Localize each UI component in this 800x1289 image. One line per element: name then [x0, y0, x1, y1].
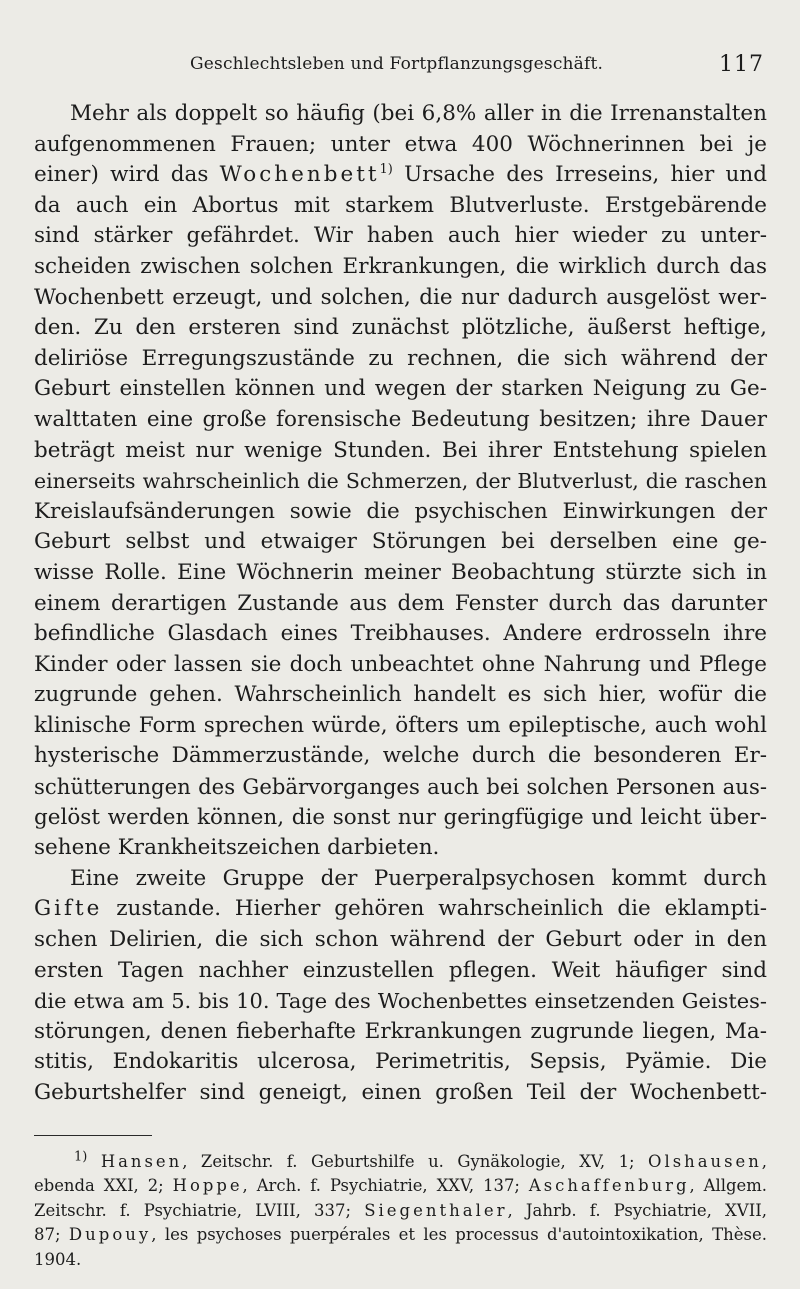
text-line: einem derartigen Zustande aus dem Fenster durch das darunter — [34, 590, 767, 616]
text-line: die etwa am 5. bis 10. Tage des Wochenbettes einsetzenden Geistes- — [34, 989, 767, 1014]
text-line: wisse Rolle. Eine Wöchnerin meiner Beobachtung stürzte sich in — [34, 559, 767, 585]
footnote-line: Zeitschr. f. Psychiatrie, LVIII, 337; Siegenthaler, Jahrb. f. Psychiatrie, XVII, — [34, 1200, 767, 1220]
author-name: Siegenthaler — [364, 1200, 508, 1220]
footnotes — [34, 1150, 767, 1272]
text-line: Geburt einstellen können und wegen der starken Neigung zu Ge- — [34, 376, 767, 402]
text-line: einerseits wahrscheinlich die Schmerzen, der Blutverlust, die raschen — [34, 469, 767, 494]
footnote-marker: 1) — [74, 1149, 88, 1165]
page-number: 117 — [719, 52, 764, 77]
footnote-marker: 1) — [379, 162, 393, 178]
footnote-divider — [34, 1135, 152, 1136]
text-line: Gifte zustande. Hierher gehören wahrscheinlich die eklampti- — [34, 896, 767, 922]
footnote-line: ebenda XXI, 2; Hoppe, Arch. f. Psychiatrie, XXV, 137; Aschaffenburg, Allgem. — [34, 1176, 768, 1196]
text-line: klinische Form sprechen würde, öfters um epileptische, auch wohl — [34, 712, 767, 738]
text-line: da auch ein Abortus mit starkem Blutverluste. Erstgebärende — [34, 192, 767, 218]
emphasized-term: Wochenbett — [219, 162, 380, 188]
footnote-line: $^{1)}$ Hansen, Zeitschr. f. Geburtshilfe u. Gynäkologie, XV, 1; Olshausen, — [74, 1149, 767, 1171]
text-line: gelöst werden können, die sonst nur geringfügige und leicht über- — [34, 804, 767, 830]
text-line: schütterungen des Gebärvorganges auch bei solchen Personen aus- — [34, 774, 767, 800]
text-line: deliriöse Erregungszustände zu rechnen, die sich während der — [34, 345, 767, 371]
page-header — [190, 52, 764, 82]
author-name: Olshausen — [648, 1152, 762, 1171]
text-line: Geburt selbst und etwaiger Störungen bei derselben eine ge- — [34, 529, 767, 555]
text-line: walttaten eine große forensische Bedeutung besitzen; ihre Dauer — [34, 406, 767, 432]
text-line: Kreislaufsänderungen sowie die psychischen Einwirkungen der — [34, 498, 767, 524]
running-title: Geschlechtsleben und Fortpflanzungsgeschäft. — [190, 54, 604, 74]
text-line: schen Delirien, die sich schon während der Geburt oder in den — [34, 927, 767, 953]
author-name: Dupouy — [68, 1225, 152, 1245]
emphasized-term: Gifte — [34, 896, 103, 922]
author-name: Hoppe — [172, 1176, 243, 1196]
footnote-line: 1904. — [34, 1249, 82, 1269]
text-line: Geburtshelfer sind geneigt, einen großen Teil der Wochenbett- — [34, 1080, 767, 1105]
text-line: Eine zweite Gruppe der Puerperalpsychosen kommt durch — [70, 865, 767, 891]
main-text — [34, 99, 767, 1109]
text-line: Kinder oder lassen sie doch unbeachtet ohne Nahrung und Pflege — [34, 651, 767, 677]
author-name: Aschaffenburg — [528, 1176, 690, 1196]
author-name: Hansen — [100, 1152, 183, 1171]
text-line: den. Zu den ersteren sind zunächst plötzliche, äußerst heftige, — [34, 315, 767, 341]
text-line: sind stärker gefährdet. Wir haben auch hier wieder zu unter- — [34, 223, 767, 249]
footnote-line: 87; Dupouy, les psychoses puerpérales et les processus d'autointoxikation, Thèse. — [34, 1225, 767, 1245]
text-line: Mehr als doppelt so häufig (bei 6,8% aller in die Irrenanstalten — [70, 101, 767, 126]
text-line: stitis, Endokaritis ulcerosa, Perimetritis, Sepsis, Pyämie. Die — [34, 1049, 767, 1075]
text-line: befindliche Glasdach eines Treibhauses. Andere erdrosseln ihre — [34, 621, 767, 647]
text-line: einer) wird das Wochenbett$^{1)}$ Ursache des Irreseins, hier und — [34, 162, 767, 188]
text-line: sehene Krankheitszeichen darbieten. — [34, 835, 440, 861]
text-line: hysterische Dämmerzustände, welche durch die besonderen Er- — [34, 743, 767, 769]
text-line: Wochenbett erzeugt, und solchen, die nur dadurch ausgelöst wer- — [34, 284, 767, 310]
text-line: aufgenommenen Frauen; unter etwa 400 Wöchnerinnen bei je — [34, 131, 767, 157]
text-line: zugrunde gehen. Wahrscheinlich handelt es sich hier, wofür die — [34, 682, 767, 708]
text-line: störungen, denen fieberhafte Erkrankungen zugrunde liegen, Ma- — [34, 1018, 767, 1044]
text-line: beträgt meist nur wenige Stunden. Bei ihrer Entstehung spielen — [34, 437, 767, 463]
text-line: scheiden zwischen solchen Erkrankungen, die wirklich durch das — [34, 253, 767, 279]
text-line: ersten Tagen nachher einzustellen pflegen. Weit häufiger sind — [34, 957, 767, 983]
